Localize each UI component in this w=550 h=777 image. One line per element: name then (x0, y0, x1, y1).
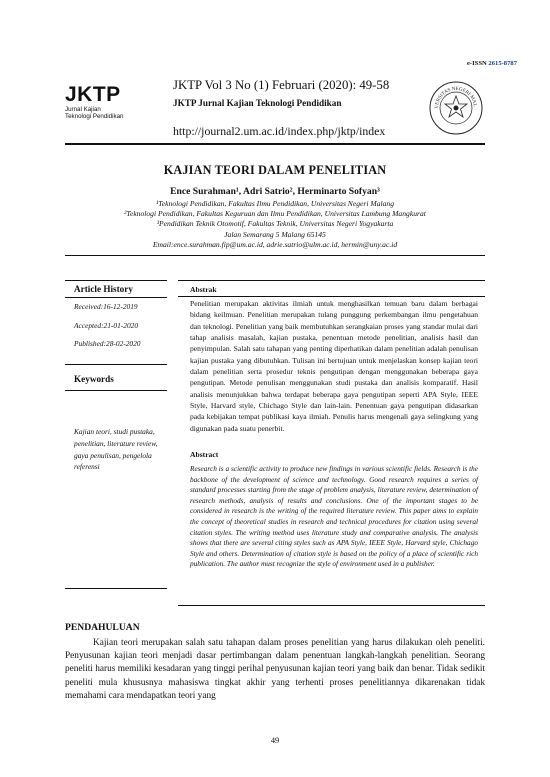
accepted-date: Accepted:21-01-2020 (74, 321, 139, 330)
volume-line: JKTP Vol 3 No (1) Februari (2020): 49-58 (173, 78, 390, 92)
intro-heading: PENDAHULUAN (65, 622, 140, 633)
abstract-heading: Abstract (190, 450, 219, 459)
header-rule (65, 143, 485, 145)
issn-label: e-ISSN (466, 60, 487, 67)
logo-line-1: Jurnal Kajian (65, 106, 101, 113)
page-number: 49 (270, 736, 280, 745)
title-rule (65, 255, 485, 256)
keywords-heading: Keywords (74, 374, 114, 384)
svg-text:UNIVERSITAS NEGERI MALANG (428, 80, 477, 109)
received-date: Received:16-12-2019 (74, 302, 138, 311)
keywords-top-rule (65, 364, 167, 365)
logo-wordmark: JKTP (65, 83, 121, 106)
abstrak-heading: Abstrak (190, 285, 217, 294)
history-heading: Article History (74, 284, 133, 294)
affiliation-3: ³Pendidikan Teknik Otomotif, Fakultas Teknik, Universitas Negeri Yogyakarta (156, 219, 394, 228)
seal-text: VERSITAS NEGERI MAL (434, 86, 477, 109)
issn-number: 2615-8787 (488, 60, 517, 67)
journal-url[interactable]: http://journal2.um.ac.id/index.php/jktp/index (173, 124, 386, 138)
abstrak-under-rule (178, 296, 485, 297)
published-date: Published:28-02-2020 (74, 339, 141, 348)
abstract-top-rule (178, 280, 485, 281)
university-seal (428, 80, 484, 136)
history-top-rule (65, 280, 167, 281)
keywords-bottom-rule (65, 588, 167, 589)
email-line[interactable]: Email:ence.surahman.fip@um.ac.id, adrie.satrio@ulm.ac.id, hermin@uny.ac.id (152, 240, 398, 249)
intro-paragraph (65, 637, 485, 703)
journal-logo (65, 84, 145, 138)
address-line: Jalan Semarang 5 Malang 65145 (224, 230, 326, 239)
intro-text: Kajian teori merupakan salah satu tahapan dalam proses penelitian yang harus dilakukan oleh peneliti. Penyusunan kajian teori menjadi dasar pertimbangan dalam penentuan langkah-langkah penelitian. Seorang peneliti harus memiliki kesadaran yang tinggi perihal penyusunan kajian teori yang baik dan benar. Tidak sedikit peneliti mula khususnya mahasiswa tingkat akhir yang terhenti proses penelitiannya dikarenakan tidak memahami cara mendapatkan teori yang (65, 638, 485, 701)
abstrak-text: Penelitian merupakan aktivitas ilmiah untuk menghasilkan temuan baru dalam berbagai bidang keilmuan. Penelitian merupakan tulang punggung perkembangan ilmu pengetahuan dan teknologi. Penelitian yang baik membutuhkan serangkaian proses yang standar mulai dari tahap analisis masalah, kajian pustaka, penentuan metode penelitian, analisis hasil dan penyimpulan. Salah satu tahapan yang penting diperhatikan dalam penelitian adalah penulisan kajian pustaka yang dibutuhkan. Tulisan ini bertujuan untuk menjelaskan konsep kajian teori dalam penelitian serta prosedur teknis pengutipan dengan menggunakan beberapa gaya pengutipan. Metode penulisan menggunakan studi pustaka dan analisis komparatif. Hasil analisis menunjukkan bahwa terdapat beberapa gaya pengutipan seperti APA Style, IEEE Style, Harvard style, Chichago Style dan lain-lain. Penentuan gaya pengutipan didasarkan pada kebijakan tempat publikasi kaya ilmiah. Penulis harus mengenali gaya selingkung yang digunakan pada suatu penerbit. (190, 299, 478, 433)
abstract-text: Research is a scientific activity to produce new findings in various scientific fields. Research is the backbone of the development of science and technology. Good research requires a series of standard processes starting from the stage of problem analysis, literature review, determination of research methods, analysis of results and conclusions. One of the important stages to be considered in research is the writing of the required literature review. This paper aims to explain the concept of theoretical studies in research and technical procedures for citation using several citation styles. The writing method uses literature study and comparative analysis. The analysis shows that there are several citing styles such as APA Style, IEEE Style, Harvard style, Chichago Style and others. Determination of citation style is based on the policy of a place of scientific rich publication. The author must recognize the style of environment used in a publisher. (190, 464, 478, 569)
affiliation-2: ²Teknologi Pendidikan, Fakultas Keguruan dan Ilmu Pendidikan, Universitas Lambung Mangkurat (124, 209, 426, 218)
journal-name: JKTP Jurnal Kajian Teknologi Pendidikan (173, 98, 342, 108)
authors-line: Ence Surahman¹, Adri Satrio², Herminarto Sofyan³ (170, 186, 380, 197)
history-under-rule (65, 297, 167, 298)
keywords-under-rule (65, 390, 167, 391)
affiliation-1: ¹Teknologi Pendidikan, Fakultas Ilmu Pendidikan, Universitas Negeri Malang (155, 199, 394, 208)
keywords-text: Kajian teori, studi pustaka, penelitian, literature review, gaya penulisan, pengelola referensi (74, 427, 158, 472)
abstract-bottom-rule (178, 605, 485, 606)
logo-line-2: Teknologi Pendidikan (65, 113, 124, 121)
article-title: KAJIAN TEORI DALAM PENELITIAN (163, 163, 387, 177)
issn-line (467, 60, 517, 67)
